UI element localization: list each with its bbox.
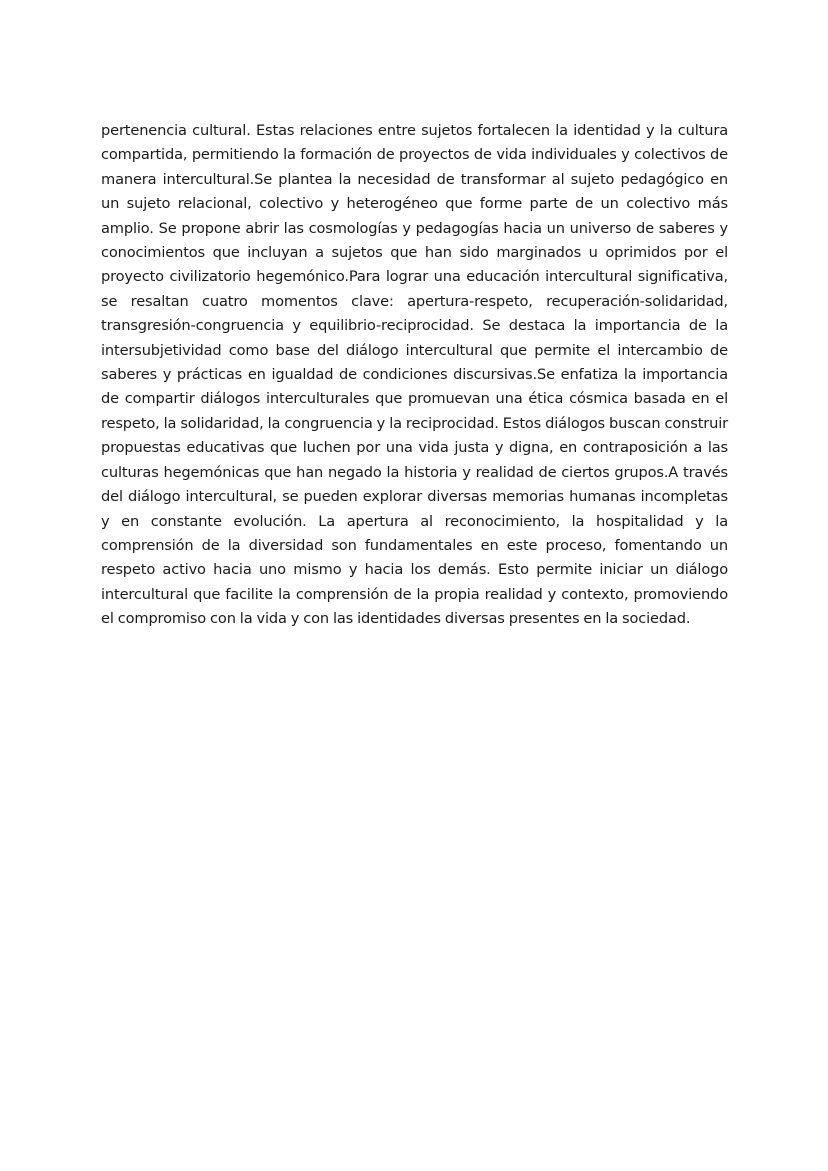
body-paragraph: pertenencia cultural. Estas relaciones entre sujetos fortalecen la identidad y la cultura compartida, permitiendo la formación de proyectos de vida individuales y colectivos de manera intercultural.Se plantea la necesidad de transformar al sujeto pedagógico en un sujeto relacional, colectivo y heterogéneo que forme parte de un colectivo más amplio. Se propone abrir las cosmologías y pedagogías hacia un universo de saberes y conocimientos que incluyan a sujetos que han sido marginados u oprimidos por el proyecto civilizatorio hegemónico.Para lograr una educación intercultural significativa, se resaltan cuatro momentos clave: apertura-respeto, recuperación-solidaridad, transgresión-congruencia y equilibrio-reciprocidad. Se destaca la importancia de la intersubjetividad como base del diálogo intercultural que permite el intercambio de saberes y prácticas en igualdad de condiciones discursivas.Se enfatiza la importancia de compartir diálogos interculturales que promuevan una ética cósmica basada en el respeto, la solidaridad, la congruencia y la reciprocidad. Estos diálogos buscan construir propuestas educativas que luchen por una vida justa y digna, en contraposición a las culturas hegemónicas que han negado la historia y realidad de ciertos grupos.A través del diálogo intercultural, se pueden explorar diversas memorias humanas incompletas y en constante evolución. La apertura al reconocimiento, la hospitalidad y la comprensión de la diversidad son fundamentales en este proceso, fomentando un respeto activo hacia uno mismo y hacia los demás. Esto permite iniciar un diálogo intercultural que facilite la comprensión de la propia realidad y contexto, promoviendo el compromiso con la vida y con las identidades diversas presentes en la sociedad.	[101, 122, 728, 628]
